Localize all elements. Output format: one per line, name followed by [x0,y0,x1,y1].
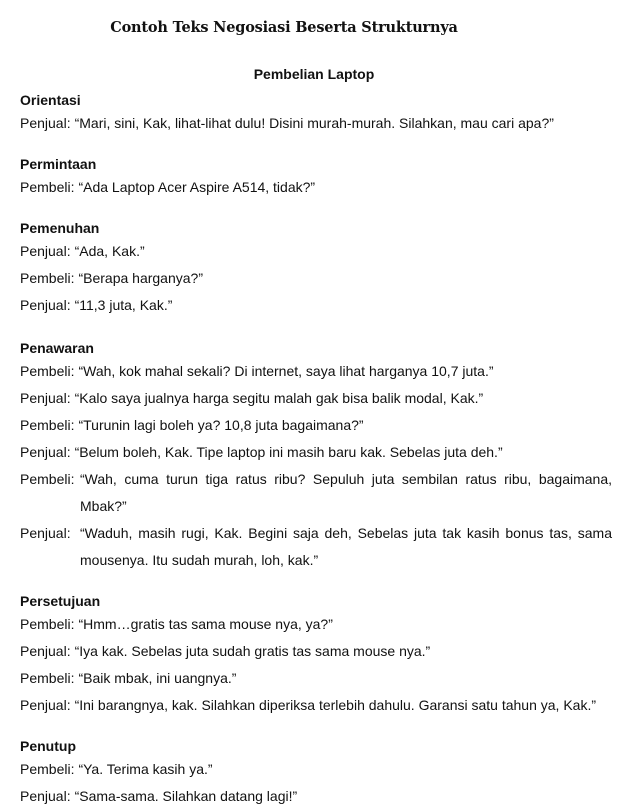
section-heading: Penutup [20,738,76,754]
speaker-label: Penjual: [20,525,71,541]
dialogue-line [20,358,612,385]
utterance-text: “Sama-sama. Silahkan datang lagi!” [74,788,298,804]
section-permintaan [20,154,612,201]
utterance-text: “Wah, kok mahal sekali? Di internet, saya lihat harganya 10,7 juta.” [78,363,494,379]
document-subtitle: Pembelian Laptop [253,66,375,82]
dialogue-line [20,611,612,638]
dialogue-line [20,174,612,201]
speaker-label: Penjual: [20,297,71,313]
utterance-text: “Ada, Kak.” [74,243,145,259]
speaker-label: Penjual: [20,243,71,259]
speaker-label: Pembeli: [20,270,75,286]
dialogue-line [20,265,612,292]
utterance-text: “11,3 juta, Kak.” [74,297,173,313]
utterance-text: “Berapa harganya?” [78,270,203,286]
dialogue-line [20,638,612,665]
speaker-label: Pembeli: [20,670,75,686]
dialogue-line [20,665,612,692]
speaker-label: Penjual: [20,115,71,131]
speaker-label: Penjual: [20,697,71,713]
utterance-text: “Hmm…gratis tas sama mouse nya, ya?” [78,616,333,632]
speaker-label: Pembeli: [20,417,75,433]
dialogue-line [20,385,612,412]
negotiation-text [20,90,612,810]
section-persetujuan [20,591,612,719]
section-penawaran [20,338,612,574]
section-penutup [20,736,612,810]
dialogue-line [20,439,612,466]
section-heading: Penawaran [20,340,94,356]
section-pemenuhan [20,218,612,319]
section-orientasi [20,90,612,137]
utterance-text: “Kalo saya jualnya harga segitu malah gak bisa balik modal, Kak.” [74,390,484,406]
section-heading: Pemenuhan [20,220,100,236]
utterance-text: “Ada Laptop Acer Aspire A514, tidak?” [78,179,316,195]
speaker-label: Penjual: [20,444,71,460]
utterance-text: “Waduh, masih rugi, Kak. Begini saja deh, Sebelas juta tak kasih bonus tas, sama mousenya. Itu sudah murah, loh, kak.” [80,525,612,568]
utterance-text: “Baik mbak, ini uangnya.” [78,670,237,686]
utterance-text: “Ini barangnya, kak. Silahkan diperiksa terlebih dahulu. Garansi satu tahun ya, Kak.” [74,697,597,713]
section-heading: Orientasi [20,92,81,108]
speaker-label: Pembeli: [20,363,75,379]
speaker-label: Pembeli: [20,761,75,777]
utterance-text: “Belum boleh, Kak. Tipe laptop ini masih baru kak. Sebelas juta deh.” [74,444,503,460]
speaker-label: Pembeli: [20,471,75,487]
dialogue-line [20,412,612,439]
section-heading: Persetujuan [20,593,101,609]
speaker-label: Pembeli: [20,179,75,195]
speaker-label: Penjual: [20,643,71,659]
dialogue-line [20,692,612,719]
speaker-label: Pembeli: [20,616,75,632]
utterance-text: “Mari, sini, Kak, lihat-lihat dulu! Disini murah-murah. Silahkan, mau cari apa?” [74,115,554,131]
utterance-text: “Turunin lagi boleh ya? 10,8 juta bagaimana?” [78,417,364,433]
dialogue-line [20,520,612,574]
speaker-label: Penjual: [20,788,71,804]
dialogue-line [20,292,612,319]
dialogue-line [20,110,612,137]
dialogue-line [20,783,612,810]
dialogue-line [20,238,612,265]
utterance-text: “Iya kak. Sebelas juta sudah gratis tas sama mouse nya.” [74,643,431,659]
section-heading: Permintaan [20,156,97,172]
utterance-text: “Ya. Terima kasih ya.” [78,761,213,777]
document-title: Contoh Teks Negosiasi Beserta Strukturnya [110,19,458,36]
dialogue-line [20,466,612,520]
dialogue-line [20,756,612,783]
utterance-text: “Wah, cuma turun tiga ratus ribu? Sepuluh juta sembilan ratus ribu, bagaimana, Mbak?” [80,471,612,514]
speaker-label: Penjual: [20,390,71,406]
